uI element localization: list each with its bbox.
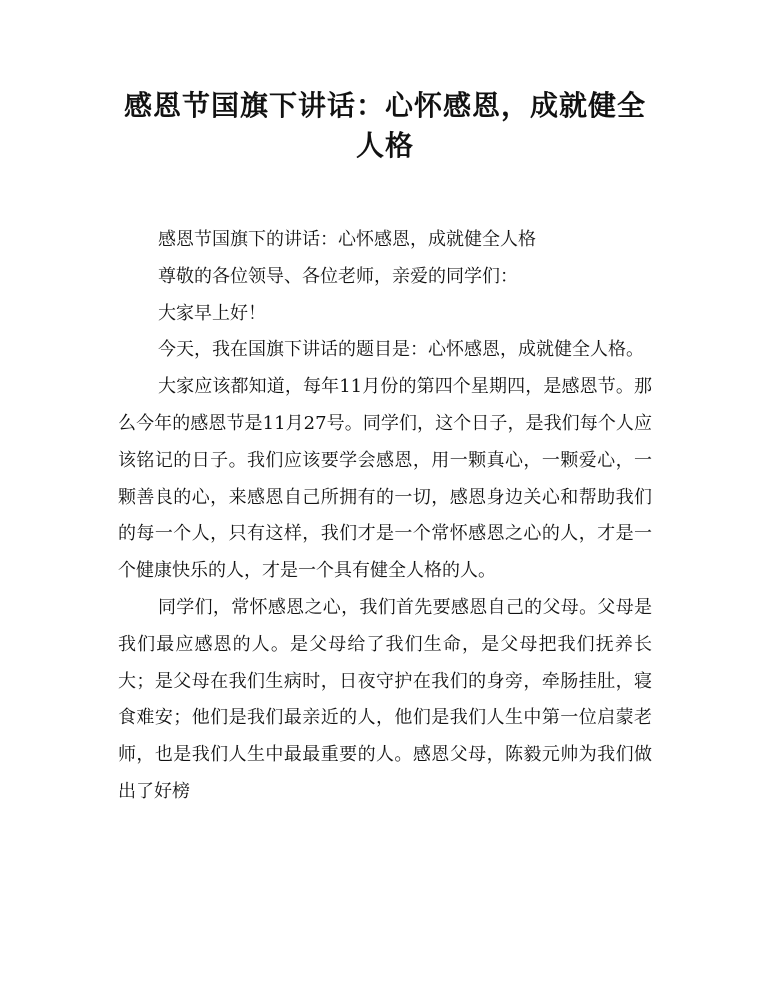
paragraph-thanksgiving-date: 大家应该都知道，每年11月份的第四个星期四，是感恩节。那么今年的感恩节是11月27号。同学们，这个日子，是我们每个人应该铭记的日子。我们应该要学会感恩，用一颗真心，一颗爱心，一颗善良的心，来感恩自己所拥有的一切，感恩身边关心和帮助我们的每一个人，只有这样，我们才是一个常怀感恩之心的人，才是一个健康快乐的人，才是一个具有健全人格的人。 (118, 376, 652, 582)
document-body (118, 222, 652, 811)
paragraph-heading-repeat: 感恩节国旗下的讲话：心怀感恩，成就健全人格 (158, 229, 536, 250)
paragraph-salutation: 尊敬的各位领导、各位老师，亲爱的同学们： (158, 265, 518, 287)
paragraph-thank-parents: 同学们，常怀感恩之心，我们首先要感恩自己的父母。父母是我们最应感恩的人。是父母给了我们生命，是父母把我们抚养长大；是父母在我们生病时，日夜守护在我们的身旁，牵肠挂肚，寝食难安；他们是我们最亲近的人，他们是我们人生中第一位启蒙老师，也是我们人生中最最重要的人。感恩父母，陈毅元帅为我们做出了好榜 (118, 596, 652, 802)
paragraph-topic: 今天，我在国旗下讲话的题目是：心怀感恩，成就健全人格。 (158, 339, 644, 361)
paragraph-greeting: 大家早上好！ (158, 302, 266, 324)
document-title: 感恩节国旗下讲话：心怀感恩，成就健全人格 (123, 89, 646, 162)
